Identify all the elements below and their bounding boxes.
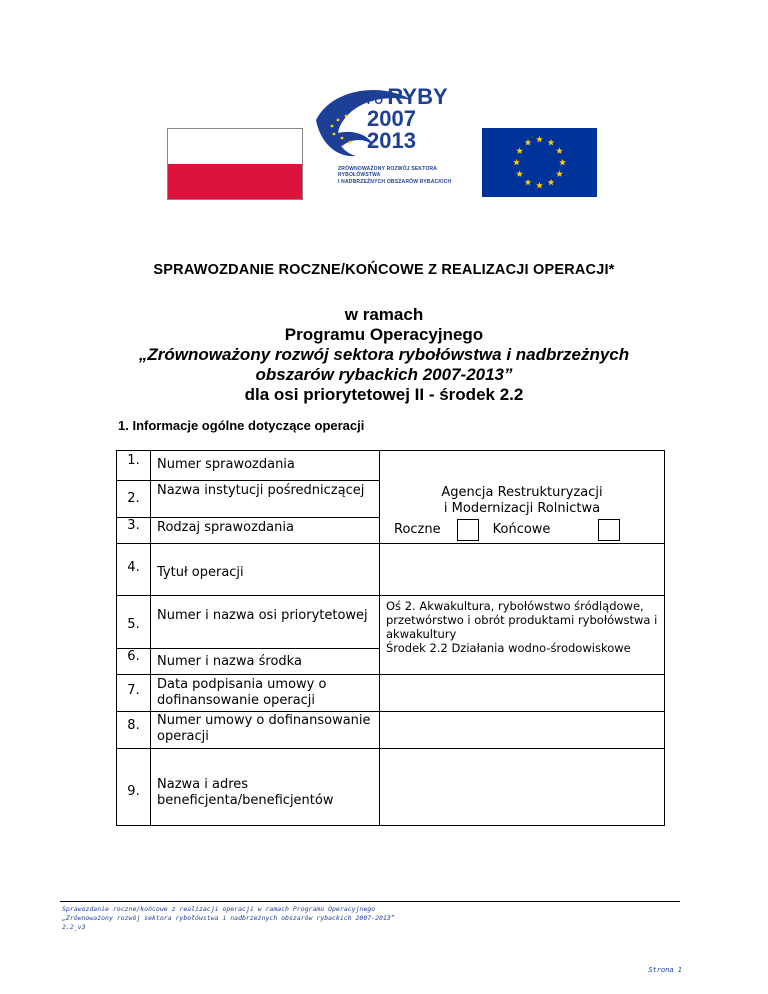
- footer-text: [62, 905, 395, 932]
- title-line3: „Zrównoważony rozwój sektora rybołówstwa i nadbrzeżnych: [138, 345, 630, 364]
- operation-title-field[interactable]: [380, 544, 665, 596]
- row-number-8: 8.: [117, 712, 151, 749]
- logo-caption: [338, 166, 462, 185]
- axis-value: Oś 2. Akwakultura, rybołówstwo śródlądowe, przetwórstwo i obrót produktami rybołówstwa i akwakultury: [386, 599, 658, 641]
- title-line4: obszarów rybackich 2007-2013”: [255, 365, 513, 384]
- document-title: SPRAWOZDANIE ROCZNE/KOŃCOWE Z REALIZACJI OPERACJI*: [153, 262, 615, 278]
- option-annual-label: Roczne: [394, 522, 441, 537]
- institution-line2: i Modernizacji Rolnictwa: [443, 501, 601, 516]
- page-number: Strona 1: [648, 966, 682, 974]
- logo-text: [367, 86, 457, 152]
- row-label-2: Nazwa instytucji pośredniczącej: [151, 481, 380, 518]
- row-label-6: Numer i nazwa środka: [151, 649, 380, 675]
- logo-year1: 2007: [367, 106, 416, 131]
- logo-po: PO: [367, 95, 383, 107]
- logo-caption-line1: ZRÓWNOWAŻONY ROZWÓJ SEKTORA RYBOŁÓWSTWA: [338, 166, 437, 179]
- row-value-1-3: [380, 451, 665, 544]
- row-label-1: Numer sprawozdania: [151, 451, 380, 481]
- logo-ryby: RYBY: [387, 84, 448, 109]
- footer-line2: „Zrównoważony rozwój sektora rybołówstwa i nadbrzeżnych obszarów rybackich 2007-2013”: [62, 914, 395, 922]
- row-label-5: Numer i nazwa osi priorytetowej: [151, 596, 380, 649]
- logo-caption-line2: I NADBRZEŻNYCH OBSZARÓW RYBACKICH: [338, 178, 452, 185]
- title-line5: dla osi priorytetowej II - środek 2.2: [244, 385, 524, 404]
- annual-checkbox[interactable]: [457, 519, 479, 541]
- row-number-6: 6.: [117, 649, 151, 675]
- row-number-9: 9.: [117, 749, 151, 826]
- footer-divider: [60, 901, 680, 902]
- eu-flag: [482, 128, 597, 197]
- beneficiary-field[interactable]: [380, 749, 665, 826]
- title-line2: Programu Operacyjnego: [284, 325, 484, 344]
- title-block: [0, 305, 768, 405]
- logo-year2: 2013: [367, 128, 416, 153]
- row-number-5: 5.: [117, 596, 151, 649]
- row-label-8: Numer umowy o dofinansowanie operacji: [151, 712, 380, 749]
- agreement-number-field[interactable]: [380, 712, 665, 749]
- row-number-2: 2.: [117, 481, 151, 518]
- row-value-5-6: [380, 596, 665, 675]
- polish-flag: [167, 128, 303, 200]
- row-label-3: Rodzaj sprawozdania: [151, 518, 380, 544]
- row-number-1: 1.: [117, 451, 151, 481]
- row-label-9: Nazwa i adres beneficjenta/beneficjentów: [151, 749, 380, 826]
- row-number-7: 7.: [117, 675, 151, 712]
- footer-line3: 2.2_v3: [62, 923, 86, 931]
- measure-value: Środek 2.2 Działania wodno-środowiskowe: [386, 641, 631, 655]
- title-line1: w ramach: [344, 305, 424, 324]
- row-number-4: 4.: [117, 544, 151, 596]
- final-checkbox[interactable]: [598, 519, 620, 541]
- row-label-4: Tytuł operacji: [151, 544, 380, 596]
- institution-line1: Agencja Restrukturyzacji: [441, 485, 603, 500]
- footer-line1: Sprawozdanie roczne/końcowe z realizacji operacji w ramach Programu Operacyjnego: [62, 905, 376, 913]
- section-heading: 1. Informacje ogólne dotyczące operacji: [118, 418, 365, 433]
- row-label-7: Data podpisania umowy o dofinansowanie operacji: [151, 675, 380, 712]
- info-table: [116, 450, 665, 826]
- agreement-date-field[interactable]: [380, 675, 665, 712]
- option-final-label: Końcowe: [492, 522, 551, 537]
- row-number-3: 3.: [117, 518, 151, 544]
